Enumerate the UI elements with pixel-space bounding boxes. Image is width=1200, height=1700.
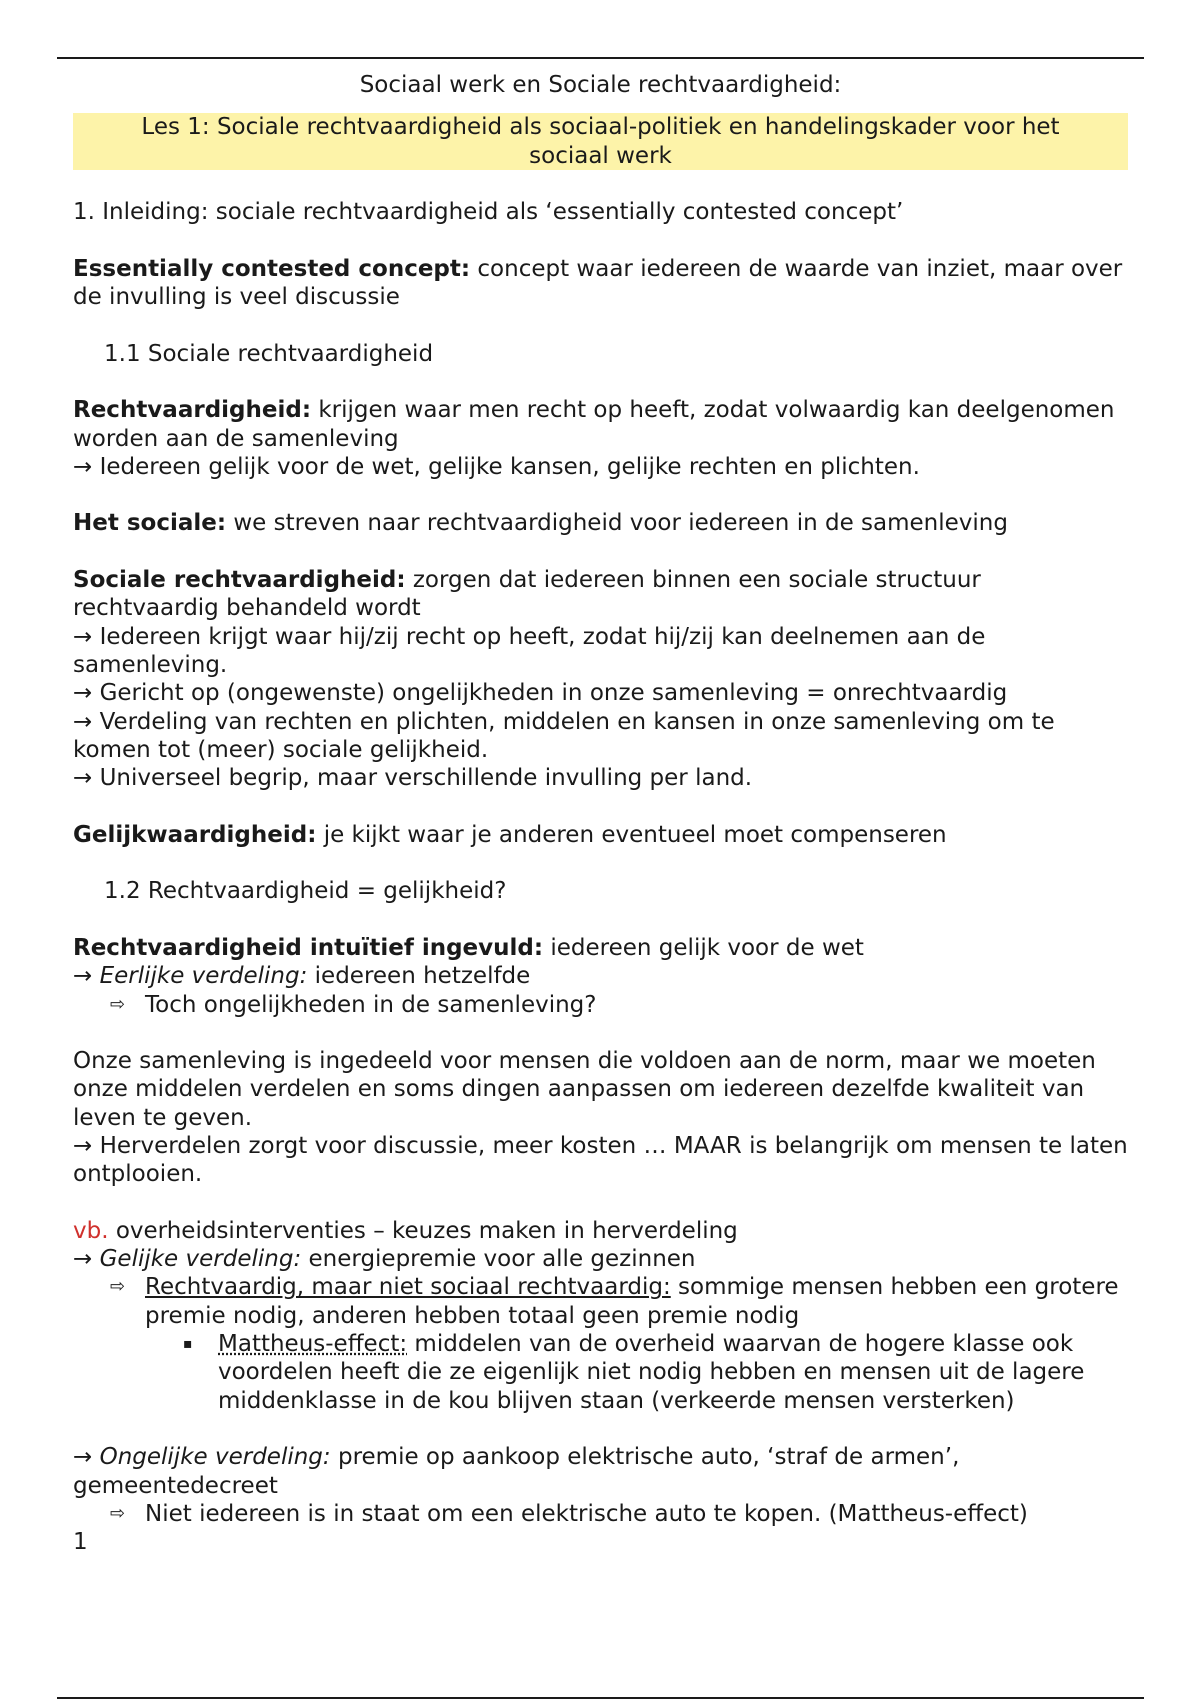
definition-intuitief: [73, 934, 1128, 962]
sub-bullet-item: ⇨ Toch ongelijkheden in de samenleving?: [110, 991, 597, 1018]
arrow-line: → Eerlijke verdeling: iedereen hetzelfde: [73, 963, 531, 990]
definition-gelijkwaardigheid: [73, 821, 1128, 849]
italic-term: Ongelijke verdeling:: [99, 1444, 331, 1471]
lesson-title-box: Les 1: Sociale rechtvaardigheid als sociaal-politiek en handelingskader voor het sociaal werk: [73, 113, 1128, 170]
arrow-line: → Verdeling van rechten en plichten, middelen en kansen in onze samenleving om te komen tot (meer) sociale gelijkheid.: [73, 708, 1055, 763]
definition-het-sociale: [73, 509, 1128, 537]
arrow-outline-icon: ⇨: [110, 993, 126, 1015]
arrow-line: → Herverdelen zorgt voor discussie, meer kosten … MAAR is belangrijk om mensen te laten ontplooien.: [73, 1132, 1128, 1188]
document-title: Sociaal werk en Sociale rechtvaardigheid:: [359, 72, 842, 98]
definition-term: Essentially contested concept:: [73, 255, 471, 282]
definition-essentially-contested: [73, 255, 1128, 312]
page-number: 1: [73, 1529, 88, 1556]
section-1-2-heading: 1.2 Rechtvaardigheid = gelijkheid?: [104, 878, 507, 905]
arrow-outline-icon: ⇨: [110, 1502, 126, 1524]
definition-term: Sociale rechtvaardigheid:: [73, 567, 406, 594]
arrow-line: → Ongelijke verdeling: premie op aankoop elektrische auto, ‘straf de armen’, gemeentedecreet: [73, 1444, 960, 1499]
definition-text: je kijkt waar je anderen eventueel moet compenseren: [316, 821, 947, 848]
sub-bullet-item: ⇨ Niet iedereen is in staat om een elektrische auto te kopen. (Mattheus-effect): [110, 1500, 1028, 1527]
arrow-line: → Universeel begrip, maar verschillende invulling per land.: [73, 765, 753, 792]
arrow-line: → Gelijke verdeling: energiepremie voor alle gezinnen: [73, 1246, 696, 1273]
bottom-rule: [57, 1697, 1144, 1699]
definition-rechtvaardigheid: [73, 396, 1128, 453]
arrow-line: → Gericht op (ongewenste) ongelijkheden in onze samenleving = onrechtvaardig: [73, 680, 1008, 707]
section-1-heading: 1. Inleiding: sociale rechtvaardigheid als ‘essentially contested concept’: [73, 199, 904, 226]
square-bullet-item: ▪ Mattheus-effect: middelen van de overheid waarvan de hogere klasse ook voordelen heeft die ze eigenlijk niet nodig hebben en mensen uit de lagere middenklasse in de kou blijven staan (verkeerde mensen versterken): [183, 1331, 1085, 1414]
section-1-1-heading: 1.1 Sociale rechtvaardigheid: [104, 340, 434, 367]
definition-term: Rechtvaardigheid intuïtief ingevuld:: [73, 934, 544, 961]
mattheus-term: Mattheus-effect:: [218, 1331, 408, 1358]
italic-term: Gelijke verdeling:: [99, 1246, 302, 1273]
sub-bullet-item: ⇨ Rechtvaardig, maar niet sociaal rechtvaardig: sommige mensen hebben een grotere premie nodig, anderen hebben totaal geen premie nodig: [110, 1274, 1119, 1329]
definition-text: krijgen waar men recht op heeft, zodat volwaardig kan deelgenomen worden aan de samenleving: [73, 397, 1115, 452]
definition-text: zorgen dat iedereen binnen een sociale structuur rechtvaardig behandeld wordt: [73, 567, 981, 622]
definition-term: Gelijkwaardigheid:: [73, 821, 317, 848]
arrow-line: → Iedereen gelijk voor de wet, gelijke kansen, gelijke rechten en plichten.: [73, 453, 920, 480]
example-label: vb.: [73, 1217, 109, 1244]
square-bullet-icon: ▪: [183, 1336, 193, 1353]
paragraph: Onze samenleving is ingedeeld voor mensen die voldoen aan de norm, maar we moeten onze middelen verdelen en soms dingen aanpassen om iedereen dezelfde kwaliteit van leven te geven.: [73, 1048, 1096, 1131]
arrow-line: → Iedereen krijgt waar hij/zij recht op heeft, zodat hij/zij kan deelnemen aan de samenleving.: [73, 623, 986, 678]
underlined-term: Rechtvaardig, maar niet sociaal rechtvaardig:: [145, 1274, 671, 1301]
italic-term: Eerlijke verdeling:: [99, 963, 308, 990]
definition-term: Het sociale:: [73, 510, 227, 537]
arrow-outline-icon: ⇨: [110, 1276, 126, 1298]
definition-text: iedereen gelijk voor de wet: [543, 934, 864, 961]
document-page: [73, 71, 1128, 1556]
example-line: vb. overheidsinterventies – keuzes maken in herverdeling: [73, 1217, 738, 1244]
definition-sociale-rechtvaardigheid: [73, 566, 1128, 623]
top-rule: [57, 57, 1144, 59]
definition-text: we streven naar rechtvaardigheid voor iedereen in de samenleving: [226, 510, 1008, 537]
definition-term: Rechtvaardigheid:: [73, 397, 312, 424]
definition-text: concept waar iedereen de waarde van inziet, maar over de invulling is veel discussie: [73, 255, 1123, 311]
